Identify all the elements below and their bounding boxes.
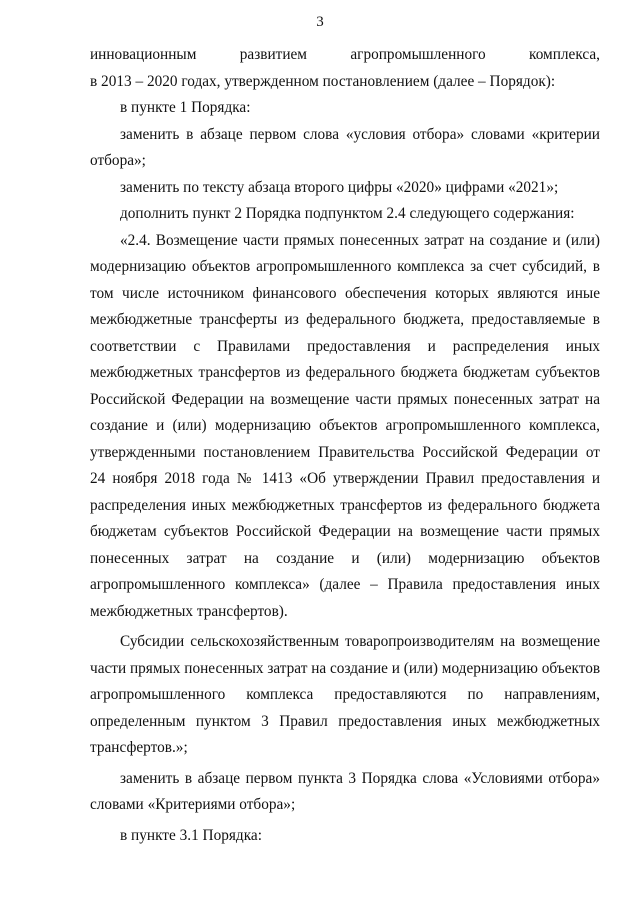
text-line: межбюджетных трансфертов). <box>90 602 288 620</box>
text-line: агропромышленного комплекса» (далее – Правила предоставления иных <box>90 576 600 593</box>
text-line: утвержденными постановлением Правительства Российской Федерации от <box>90 443 600 461</box>
text-line: в 2013 – 2020 годах, утвержденном постановлением (далее – Порядок): <box>90 72 556 90</box>
text-line: Российской Федерации на возмещение части прямых понесенных затрат на <box>90 390 600 408</box>
text-line: агропромышленного комплекса предоставляются по направлениям, <box>90 686 600 703</box>
text-line: заменить в абзаце первом слова «условия отбора» словами «критерии <box>120 125 600 143</box>
text-line: дополнить пункт 2 Порядка подпунктом 2.4 следующего содержания: <box>120 205 575 222</box>
text-line: «2.4. Возмещение части прямых понесенных затрат на создание и (или) <box>120 231 600 249</box>
text-line: распределения иных межбюджетных трансфертов из федерального бюджета <box>90 496 600 514</box>
text-line: в пункте 1 Порядка: <box>120 99 251 116</box>
page-number: 3 <box>316 14 324 30</box>
text-line: том числе источником финансового обеспечения которых являются иные <box>90 284 600 302</box>
text-line: трансфертов.»; <box>90 739 188 756</box>
text-line: отбора»; <box>90 152 146 169</box>
document-body <box>90 42 600 849</box>
text-line: понесенных затрат на создание и (или) модернизацию объектов <box>90 549 600 567</box>
text-line: соответствии с Правилами предоставления и распределения иных <box>90 337 600 355</box>
text-line: заменить в абзаце первом пункта 3 Порядка слова «Условиями отбора» <box>120 769 600 787</box>
text-line: определенным пунктом 3 Правил предоставления иных межбюджетных <box>90 712 600 730</box>
text-line: Субсидии сельскохозяйственным товаропроизводителям на возмещение <box>120 633 600 650</box>
text-line: межбюджетные трансферты из федерального бюджета, предоставляемые в <box>90 311 600 328</box>
text-line: части прямых понесенных затрат на создание и (или) модернизацию объектов <box>90 659 601 677</box>
text-line: модернизацию объектов агропромышленного комплекса за счет субсидий, в <box>90 258 600 275</box>
text-line: бюджетам субъектов Российской Федерации на возмещение части прямых <box>90 523 600 540</box>
text-line: словами «Критериями отбора»; <box>90 796 296 813</box>
text-line: инновационным развитием агропромышленного комплекса, <box>90 46 600 63</box>
text-line: межбюджетных трансфертов из федерального бюджета бюджетам субъектов <box>90 364 600 381</box>
text-line: 24 ноября 2018 года № 1413 «Об утверждении Правил предоставления и <box>90 470 600 487</box>
text-line: в пункте 3.1 Порядка: <box>120 826 262 844</box>
text-line: создание и (или) модернизацию объектов агропромышленного комплекса, <box>90 417 600 434</box>
text-line: заменить по тексту абзаца второго цифры «2020» цифрами «2021»; <box>120 178 559 196</box>
